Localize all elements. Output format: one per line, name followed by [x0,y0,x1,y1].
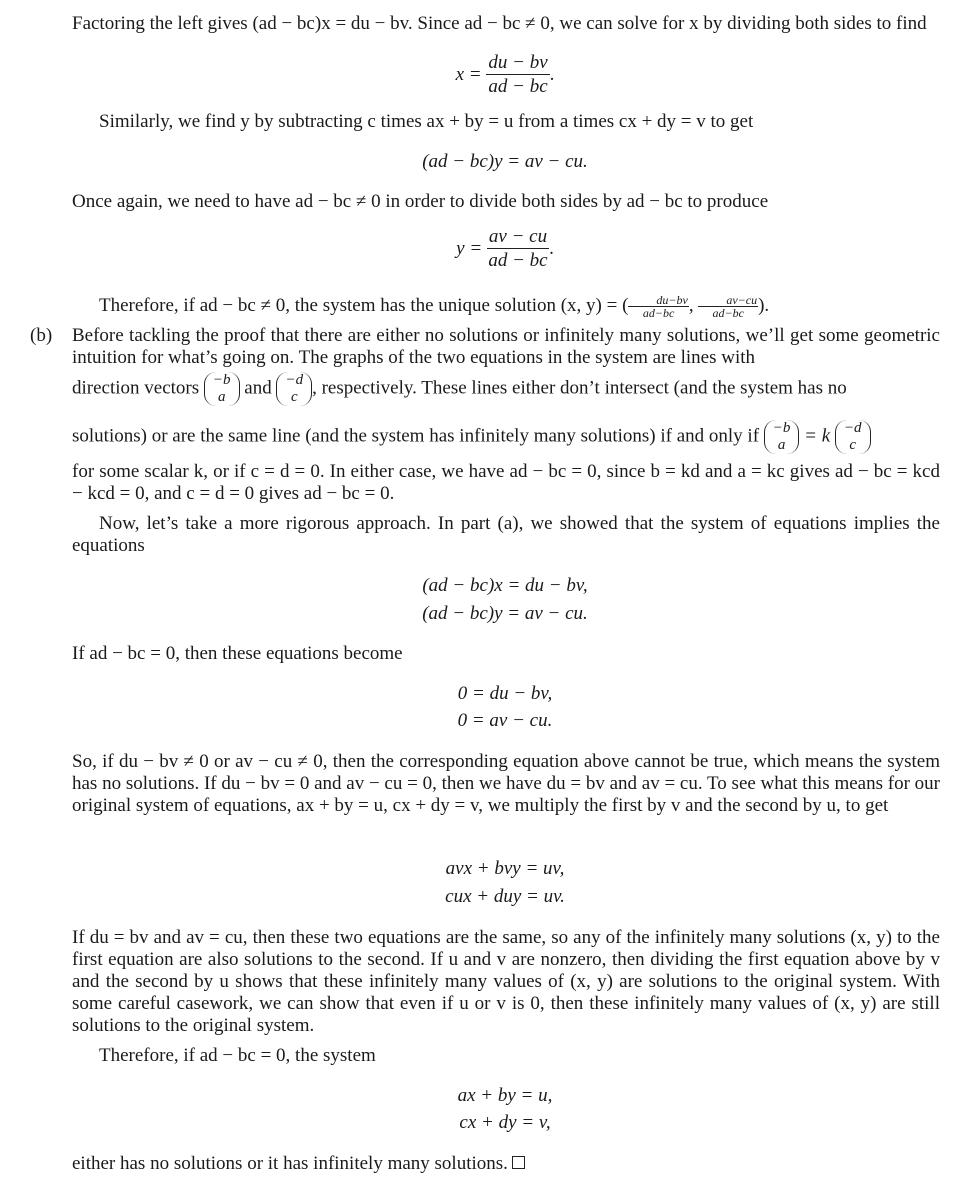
small-fraction-2 [698,294,758,319]
v-top: −b [772,420,791,436]
text: Therefore, if ad − bc ≠ 0, the system has the unique solution (x, y) = ( [99,294,629,316]
paragraph-similarly: Similarly, we find y by subtracting c times ax + by = u from a times cx + dy = v to get [99,111,754,132]
v-top: −b [212,372,231,388]
vector-1 [204,372,240,406]
text: , respectively. These lines either don’t intersect (and the system has no [312,377,847,399]
paragraph-so-if: So, if du − bv ≠ 0 or av − cu ≠ 0, then the corresponding equation above cannot be true, which means the system has no solutions. If du − bv = 0 and av − cu = 0, then we have du = bv and av = cu. To see what this means for our original system of equations, ax + by = u, cx + dy = v, we multiply the first by v and the second by u, to get [72,751,940,816]
frac-den: ad − bc [488,250,548,271]
paragraph-same-equations: If du = bv and av = cu, then these two equations are the same, so any of the infinitely many solutions (x, y) to the first equation are also solutions to the second. If u and v are nonzero, then dividing the first equation above by v and the second by u shows that these infinitely many values of (x, y) are solutions to the original system. With some careful casework, we can show that even if u or v is 0, then these infinitely many values of (x, y) are still solutions to the original system. [72,927,940,1036]
eq-y-lhs: y = [456,237,483,259]
equation-6b: cux + duy = uv. [445,886,565,907]
paragraph-same-line [72,420,940,454]
equation-4b: (ad − bc)y = av − cu. [422,603,588,624]
part-b-label: (b) [30,325,53,346]
equation-5b: 0 = av − cu. [457,710,553,731]
text: = k [804,425,831,447]
paragraph-factoring: Factoring the left gives (ad − bc)x = du − bv. Since ad − bc ≠ 0, we can solve for x by dividing both sides to find [72,13,927,34]
frac-num: du − bv [488,52,548,73]
small-fraction-1 [628,294,688,319]
qed-square-icon [512,1156,525,1169]
vector-1 [764,420,800,454]
fraction-y [487,226,549,273]
paragraph-therefore-unique: Therefore, if ad − bc ≠ 0, the system has the unique solution (x, y) = ( $\frac{du-bv}{ad-bc}$, $\frac{av-cu}{ad-bc}$). [99,293,770,320]
v-top: −d [285,372,304,388]
v-bot: c [849,437,857,453]
equation-7b: cx + dy = v, [459,1112,551,1133]
frac-den: ad − bc [488,76,548,97]
paragraph-conclusion [72,1153,940,1175]
equation-y-factored: (ad − bc)y = av − cu. [422,151,588,172]
den: ad−bc [642,306,675,320]
paragraph-rigorous: Now, let’s take a more rigorous approach. In part (a), we showed that the system of equations implies the equations [72,513,940,556]
paragraph-b-intro: Before tackling the proof that there are either no solutions or infinitely many solutions, we’ll get some geometric intuition for what’s going on. The graphs of the two equations in the system are lines with [72,325,940,368]
fraction-x [486,52,549,99]
vector-2 [276,372,312,406]
vector-2 [835,420,871,454]
paragraph-therefore-system: Therefore, if ad − bc = 0, the system [99,1045,376,1066]
num: du−bv [628,294,688,307]
v-bot: a [217,389,226,405]
paragraph-scalar-k: for some scalar k, or if c = d = 0. In either case, we have ad − bc = 0, since b = kd and a = kc gives ad − bc = kcd − kcd = 0, and c = d = 0 gives ad − bc = 0. [72,461,940,504]
v-top: −d [843,420,862,436]
frac-num: av − cu [488,226,548,247]
equation-5a: 0 = du − bv, [457,683,553,704]
v-bot: a [777,437,786,453]
eq-x-lhs: x = [455,63,482,85]
text: and [244,377,272,399]
text: solutions) or are the same line (and the system has infinitely many solutions) if and only if [72,425,760,447]
v-bot: c [290,389,298,405]
text: either has no solutions or it has infinitely many solutions. [72,1153,508,1174]
equation-x: x = $\frac{du - bv}{ad - bc}$ . [455,52,555,97]
equation-7a: ax + by = u, [457,1085,553,1106]
equation-6a: avx + bvy = uv, [445,858,565,879]
paragraph-once-again: Once again, we need to have ad − bc ≠ 0 in order to divide both sides by ad − bc to produce [72,191,769,212]
text: direction vectors [72,377,200,399]
equation-4a: (ad − bc)x = du − bv, [422,575,588,596]
paragraph-if-zero: If ad − bc = 0, then these equations become [72,643,403,664]
num: av−cu [698,294,758,307]
paragraph-direction-vectors [72,372,940,406]
equation-y: y = $\frac{av - cu}{ad - bc}$ . [456,226,554,271]
den: ad−bc [712,306,744,320]
